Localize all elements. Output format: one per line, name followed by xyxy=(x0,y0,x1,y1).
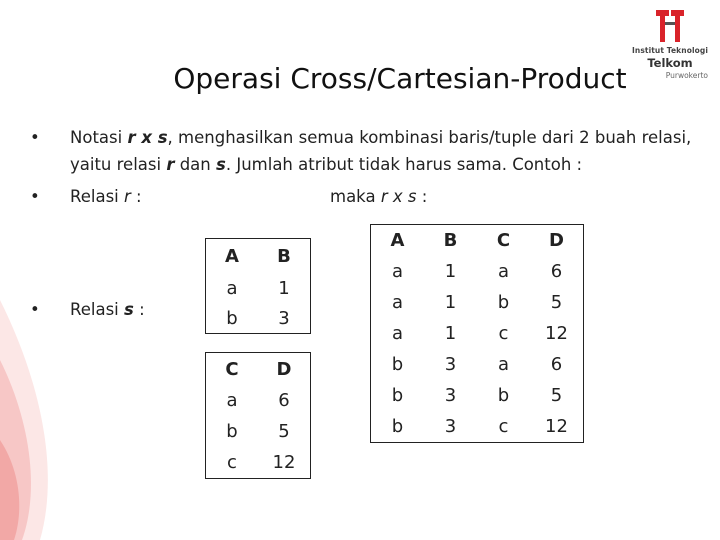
column-header: C xyxy=(496,230,511,251)
notasi-expression: r x s xyxy=(127,128,168,147)
table-cell: a xyxy=(226,390,238,411)
line2-dan: dan xyxy=(174,155,217,174)
table-header-row xyxy=(206,239,311,274)
table-row xyxy=(371,349,584,380)
table-cell: c xyxy=(227,452,237,473)
table-row xyxy=(371,287,584,318)
table-row xyxy=(206,416,311,447)
logo-line-1: Institut Teknologi xyxy=(631,46,709,55)
relasi-s-prefix: Relasi xyxy=(70,300,124,319)
table-cell: 5 xyxy=(278,421,290,442)
table-cell: b xyxy=(497,385,510,406)
table-header-row xyxy=(206,353,311,386)
table-cell: 6 xyxy=(550,354,563,375)
notasi-line-1 xyxy=(70,128,691,147)
relasi-s-suffix: : xyxy=(133,300,145,319)
table-cell: c xyxy=(498,416,509,437)
cartesian-product-table xyxy=(370,224,584,443)
relation-s-table xyxy=(205,352,311,479)
table-cell: 6 xyxy=(278,390,290,411)
table-cell: 1 xyxy=(444,323,457,344)
bullet-marker: • xyxy=(30,300,40,319)
table-row xyxy=(206,385,311,416)
line2-r: r xyxy=(166,155,175,174)
table-cell: a xyxy=(497,354,510,375)
table-cell: b xyxy=(391,416,404,437)
relasi-r-var: r xyxy=(124,187,131,206)
table-header-row xyxy=(371,225,584,257)
column-header: D xyxy=(276,358,292,380)
logo-line-3: Purwokerto xyxy=(665,71,708,80)
table-cell: 3 xyxy=(278,307,290,329)
relasi-s-label xyxy=(70,300,145,319)
column-header: D xyxy=(549,230,564,251)
table-cell: 1 xyxy=(278,277,290,299)
table-row xyxy=(206,447,311,479)
telkom-logo-icon xyxy=(654,8,686,44)
table-cell: a xyxy=(497,261,510,282)
table-cell: c xyxy=(498,323,509,344)
slide-title: Operasi Cross/Cartesian-Product xyxy=(173,62,627,95)
relation-r-table xyxy=(205,238,311,334)
maka-prefix: maka xyxy=(330,187,381,206)
table-cell: 3 xyxy=(444,416,457,437)
table-cell: b xyxy=(391,354,404,375)
maka-expression: r x s xyxy=(380,187,417,206)
table-row xyxy=(371,380,584,411)
table-cell: 3 xyxy=(444,354,457,375)
table-cell: 12 xyxy=(545,416,568,437)
table-cell: 5 xyxy=(550,385,563,406)
column-header: C xyxy=(225,358,239,380)
line2-s: s xyxy=(216,155,226,174)
table-cell: a xyxy=(391,261,404,282)
table-cell: 12 xyxy=(272,452,296,473)
table-cell: a xyxy=(226,277,238,299)
table-cell: 5 xyxy=(550,292,563,313)
table-cell: b xyxy=(391,385,404,406)
table-row xyxy=(371,256,584,287)
notasi-line-2 xyxy=(70,155,582,174)
table-cell: 6 xyxy=(550,261,563,282)
column-header: B xyxy=(277,245,291,267)
logo-line-2: Telkom xyxy=(647,56,693,70)
notasi-prefix: Notasi xyxy=(70,128,128,147)
maka-suffix: : xyxy=(416,187,428,206)
table-row xyxy=(206,273,311,303)
table-cell: a xyxy=(391,292,404,313)
maka-label xyxy=(330,187,427,206)
relasi-s-var: s xyxy=(124,300,134,319)
table-cell: 12 xyxy=(545,323,568,344)
table-cell: b xyxy=(497,292,510,313)
table-row xyxy=(371,318,584,349)
column-header: A xyxy=(390,230,405,251)
relasi-r-label xyxy=(70,187,142,206)
column-header: A xyxy=(225,245,239,267)
column-header: B xyxy=(443,230,458,251)
table-row xyxy=(206,303,311,334)
bullet-marker: • xyxy=(30,128,40,147)
line2-prefix: yaitu relasi xyxy=(70,155,167,174)
relasi-r-prefix: Relasi xyxy=(70,187,124,206)
relasi-r-suffix: : xyxy=(130,187,142,206)
table-cell: 3 xyxy=(444,385,457,406)
line2-rest: . Jumlah atribut tidak harus sama. Contoh : xyxy=(225,155,583,174)
table-cell: 1 xyxy=(444,261,457,282)
notasi-rest: , menghasilkan semua kombinasi baris/tuple dari 2 buah relasi, xyxy=(167,128,692,147)
table-row xyxy=(371,411,584,443)
table-cell: 1 xyxy=(444,292,457,313)
table-cell: b xyxy=(226,307,238,329)
bullet-marker: • xyxy=(30,187,40,206)
table-cell: a xyxy=(391,323,404,344)
table-cell: b xyxy=(226,421,238,442)
